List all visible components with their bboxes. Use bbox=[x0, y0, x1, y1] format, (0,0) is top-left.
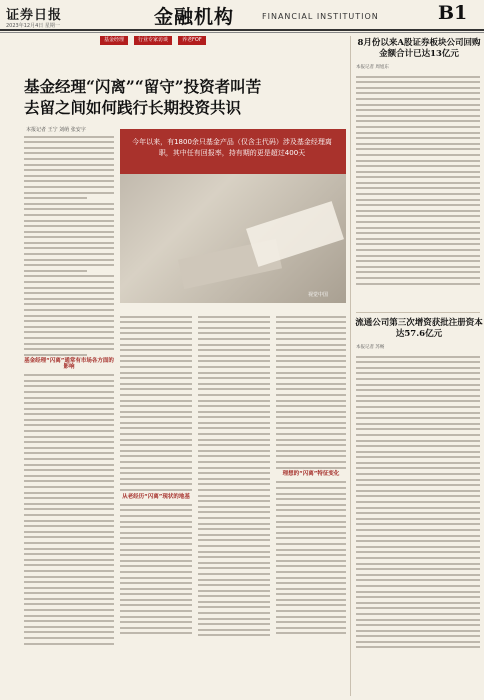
story-2-byline: 本报记者 苏畅 bbox=[356, 345, 385, 350]
page-number: B1 bbox=[438, 2, 468, 24]
photo-banner bbox=[120, 129, 346, 174]
story-1-byline: 本报记者 周旭东 bbox=[356, 65, 389, 70]
photo-shape bbox=[246, 201, 344, 267]
header-rule-thin bbox=[0, 32, 484, 33]
photo-credit: 视觉中国 bbox=[308, 292, 329, 298]
feature-photo bbox=[120, 129, 346, 303]
headline bbox=[24, 76, 344, 118]
photo-banner-text: 今年以来，有1800余只基金产品（仅含主代码）涉及基金经理离职，其中任有回报率，持有期的更是超过400天 bbox=[132, 138, 332, 157]
byline: 本报记者 王宁 刘萌 张安宇 bbox=[26, 127, 86, 133]
headline-line-1: 基金经理“闪离”“留守”投资者叫苦 bbox=[24, 77, 262, 96]
masthead: 证券日报 bbox=[6, 8, 63, 23]
tag-row bbox=[100, 36, 206, 45]
subhead: 从老经历“闪离”现状的地基 bbox=[122, 493, 190, 500]
date-line: 2023年12月4日 星期一 bbox=[6, 23, 60, 29]
tag[interactable]: 养老FOF bbox=[178, 36, 206, 45]
header-rule bbox=[0, 29, 484, 31]
section-title: 金融机构 bbox=[154, 6, 235, 28]
article-column-4 bbox=[276, 312, 346, 688]
article-column-2 bbox=[120, 312, 192, 688]
tag[interactable]: 行业专家访谈 bbox=[134, 36, 172, 45]
section-english: FINANCIAL INSTITUTION bbox=[262, 12, 379, 21]
article-column-1 bbox=[24, 132, 114, 688]
story-1-body bbox=[356, 72, 480, 308]
headline-line-2: 去留之间如何践行长期投资共识 bbox=[24, 98, 242, 117]
subhead: 基金经理“闪离”通常有市场各方面的影响 bbox=[24, 358, 114, 370]
story-2-body bbox=[356, 352, 480, 684]
story-1-title: 8月份以来A股证券板块公司回购金额合计已达13亿元 bbox=[357, 38, 481, 59]
column-divider bbox=[350, 36, 351, 696]
subhead: 理想的“闪离”特征变化 bbox=[282, 471, 340, 478]
story-divider bbox=[356, 312, 480, 313]
story-2-title: 流通公司第三次增资获批注册资本达57.6亿元 bbox=[355, 318, 483, 339]
article-column-3 bbox=[198, 312, 270, 688]
tag[interactable]: 基金经理 bbox=[100, 36, 128, 45]
